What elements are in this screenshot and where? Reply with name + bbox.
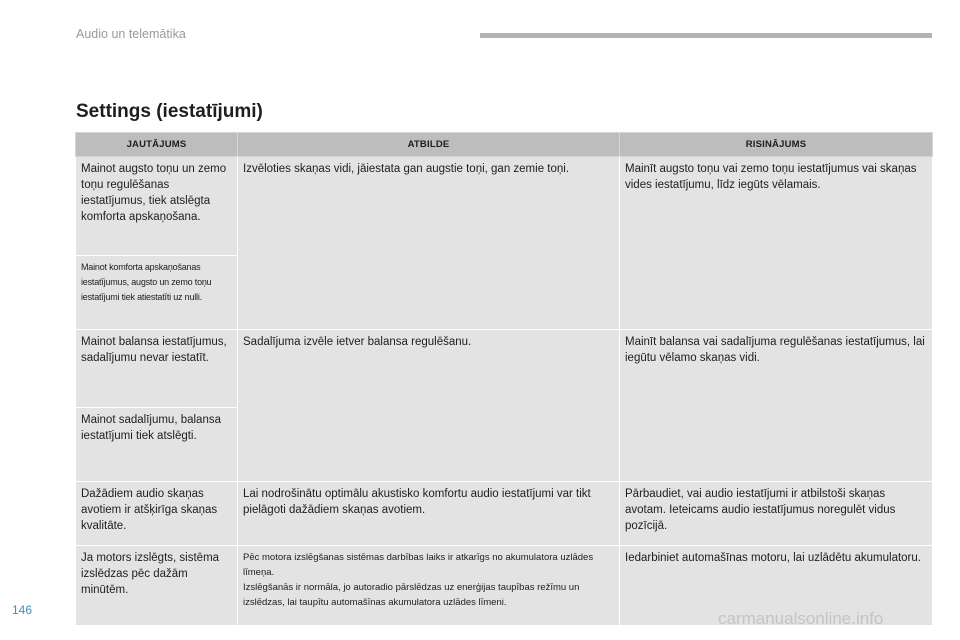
question-cell: Mainot balansa iestatījumus, sadalījumu nevar iestatīt. [76, 330, 238, 408]
table-row [76, 157, 933, 256]
solution-cell: Pārbaudiet, vai audio iestatījumi ir atbilstoši skaņas avotam. Ieteicams audio iestatījumus noregulēt vidus pozīcijā. [620, 482, 933, 546]
answer-paragraph: Pēc motora izslēgšanas sistēmas darbības laiks ir atkarīgs no akumulatora uzlādes līmeņa. [243, 552, 594, 578]
answer-cell: Lai nodrošinātu optimālu akustisko komfortu audio iestatījumi var tikt pielāgoti dažādiem skaņas avotiem. [238, 482, 620, 546]
table-row [76, 330, 933, 408]
column-header-solution: RISINĀJUMS [620, 133, 933, 157]
answer-paragraph: Izslēgšanās ir normāla, jo autoradio pārslēdzas uz enerģijas taupības režīmu un izslēdzas, lai taupītu automašīnas akumulatora uzlādes līmeni. [243, 582, 580, 608]
question-cell: Mainot augsto toņu un zemo toņu regulēšanas iestatījumus, tiek atslēgta komforta apskaņošana. [76, 157, 238, 256]
answer-cell: Izvēloties skaņas vidi, jāiestata gan augstie toņi, gan zemie toņi. [238, 157, 620, 330]
column-header-question: JAUTĀJUMS [76, 133, 238, 157]
header-divider-bar [480, 33, 932, 38]
answer-cell [238, 546, 620, 626]
faq-table [75, 132, 933, 626]
question-cell: Ja motors izslēgts, sistēma izslēdzas pēc dažām minūtēm. [76, 546, 238, 626]
section-title: Audio un telemātika [76, 27, 186, 41]
page-number: 146 [12, 603, 33, 617]
question-cell: Mainot komforta apskaņošanas iestatījumus, augsto un zemo toņu iestatījumi tiek atiestatīti uz nulli. [76, 256, 238, 330]
question-cell: Dažādiem audio skaņas avotiem ir atšķirīga skaņas kvalitāte. [76, 482, 238, 546]
question-cell: Mainot sadalījumu, balansa iestatījumi tiek atslēgti. [76, 408, 238, 482]
solution-cell: Mainīt augsto toņu vai zemo toņu iestatījumus vai skaņas vides iestatījumu, līdz iegūts vēlamais. [620, 157, 933, 330]
table-header-row [76, 133, 933, 157]
table-row [76, 482, 933, 546]
column-header-answer: ATBILDE [238, 133, 620, 157]
solution-cell: Iedarbiniet automašīnas motoru, lai uzlādētu akumulatoru. [620, 546, 933, 626]
solution-cell: Mainīt balansa vai sadalījuma regulēšanas iestatījumus, lai iegūtu vēlamo skaņas vidi. [620, 330, 933, 482]
page-title: Settings (iestatījumi) [76, 101, 263, 122]
answer-cell: Sadalījuma izvēle ietver balansa regulēšanu. [238, 330, 620, 482]
watermark: carmanualsonline.info [718, 609, 884, 628]
